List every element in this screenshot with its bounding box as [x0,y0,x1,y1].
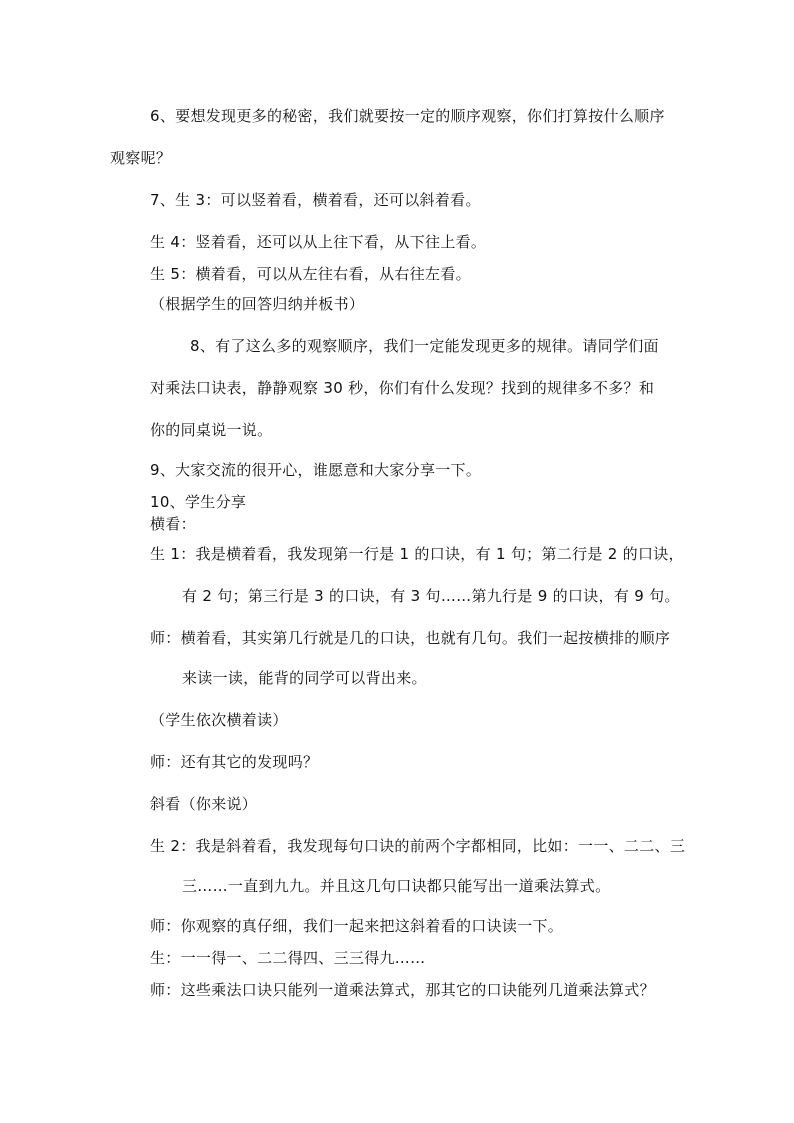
paragraph-9: 9、大家交流的很开心，谁愿意和大家分享一下。 [150,461,482,479]
paragraph-7: 7、生 3：可以竖着看，横着看，还可以斜着看。 [150,191,481,209]
paragraph-6-line-1: 6、要想发现更多的秘密，我们就要按一定的顺序观察，你们打算按什么顺序 [150,107,665,125]
student-1-line-2: 有 2 句；第三行是 3 的口诀，有 3 句……第九行是 9 的口诀，有 9 句。 [182,587,680,605]
board-note: （根据学生的回答归纳并板书） [150,295,365,313]
students-recite: 生：一一得一、二二得四、三三得九…… [150,949,426,967]
diagonal-heading: 斜看（你来说） [150,795,258,813]
student-5-answer: 生 5：横着看，可以从左往右看，从右往左看。 [150,265,471,283]
teacher-line-2: 来读一读，能背的同学可以背出来。 [182,669,427,687]
students-read-note: （学生依次横着读） [150,711,288,729]
paragraph-8-line-2: 对乘法口诀表，静静观察 30 秒，你们有什么发现？找到的规律多不多？和 [150,379,655,397]
teacher-question: 师：还有其它的发现吗？ [150,753,319,771]
student-4-answer: 生 4：竖着看，还可以从上往下看，从下往上看。 [150,233,487,251]
paragraph-6-line-2: 观察呢？ [110,149,172,167]
student-2-line-2: 三……一直到九九。并且这几句口诀都只能写出一道乘法算式。 [182,877,611,895]
student-1-line-1: 生 1：我是横着看，我发现第一行是 1 的口诀，有 1 句；第二行是 2 的口诀， [150,545,684,563]
teacher-final-question: 师：这些乘法口诀只能列一道乘法算式，那其它的口诀能列几道乘法算式？ [150,981,655,999]
teacher-line-1: 师：横着看，其实第几行就是几的口诀，也就有几句。我们一起按横排的顺序 [150,629,671,647]
paragraph-8-line-3: 你的同桌说一说。 [150,421,273,439]
paragraph-10: 10、学生分享 [150,493,247,511]
student-2-line-1: 生 2：我是斜着看，我发现每句口诀的前两个字都相同，比如：一一、二二、三 [150,837,686,855]
teacher-praise: 师：你观察的真仔细，我们一起来把这斜着看的口诀读一下。 [150,917,564,935]
horizontal-heading: 横看： [150,515,196,533]
paragraph-8-line-1: 8、有了这么多的观察顺序，我们一定能发现更多的规律。请同学们面 [190,337,659,355]
